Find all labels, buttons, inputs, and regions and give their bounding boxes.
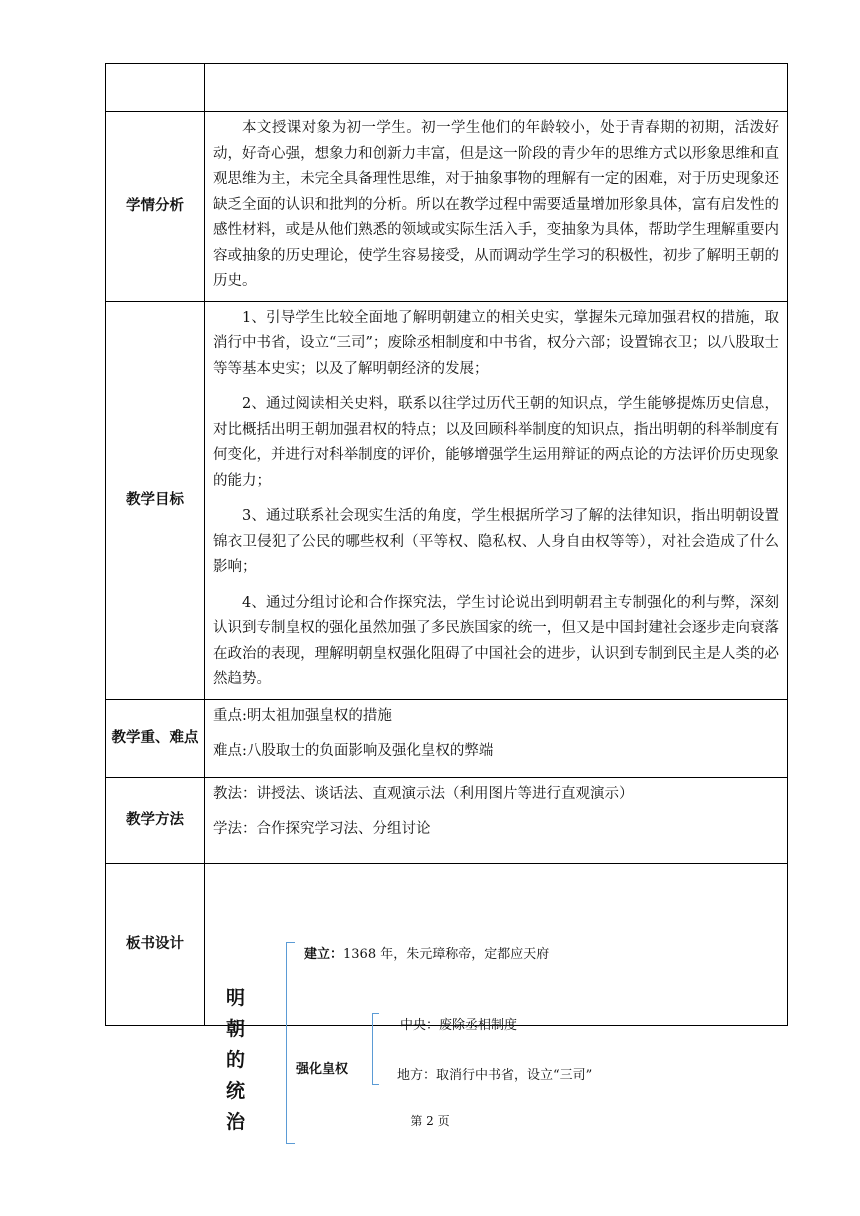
table-row-blank: [106, 64, 788, 112]
row-label-board-design: 板书设计: [106, 863, 205, 1025]
goal-item-1: 1、引导学生比较全面地了解明朝建立的相关史实，掌握朱元璋加强君权的措施，取消行中书省，设立“三司”；废除丞相制度和中书省，权分六部；设置锦衣卫；以八股取士等等基本史实；以及了解明朝经济的发展；: [213, 309, 779, 377]
board-founding: [304, 943, 549, 962]
lesson-plan-table: [105, 63, 788, 1026]
page-number: 第 2 页: [410, 1114, 450, 1128]
goal-item-2: 2、通过阅读相关史料，联系以往学过历代王朝的知识点，学生能够提炼历史信息，对比概括出明王朝加强君权的特点；以及回顾科举制度的知识点，指出明朝的科举制度有何变化，并进行对科举制度的评价，能够增强学生运用辩证的两点论的方法评价历史现象的能力；: [213, 396, 779, 489]
board-local: 地方：取消行中书省，设立“三司”: [397, 1068, 593, 1083]
goal-item-4: 4、通过分组讨论和合作探究法，学生讨论说出到明朝君主专制强化的利与弊，深刻认识到专制皇权的强化虽然加强了多民族国家的统一，但又是中国封建社会逐步走向衰落在政治的表现，理解明朝皇权强化阻碍了中国社会的进步，认识到专制到民主是人类的必然趋势。: [213, 594, 779, 687]
goal-item-3: 3、通过联系社会现实生活的角度，学生根据所学习了解的法律知识，指出明朝设置锦衣卫侵犯了公民的哪些权利（平等权、隐私权、人身自由权等等），对社会造成了什么影响；: [213, 508, 779, 575]
row-content-methods: [205, 777, 788, 863]
table-row-student-analysis: [106, 112, 788, 302]
board-founding-text: 1368 年，朱元璋称帝，定都应天府: [343, 947, 550, 962]
board-sub-bracket: [372, 1013, 379, 1085]
learning-method: 学法：合作探究学习法、分组讨论: [213, 821, 431, 837]
row-label-teaching-goals: 教学目标: [106, 301, 205, 699]
board-title-char: 统: [226, 1080, 246, 1102]
table-row-teaching-goals: [106, 301, 788, 699]
board-title-char: 的: [226, 1049, 246, 1071]
row-label-methods: 教学方法: [106, 777, 205, 863]
table-row-methods: [106, 777, 788, 863]
row-content-student-analysis: [205, 112, 788, 302]
table-row-key-points: [106, 699, 788, 777]
key-point: 重点:明太祖加强皇权的措施: [213, 707, 392, 724]
difficult-point: 难点:八股取士的负面影响及强化皇权的弊端: [213, 743, 494, 759]
board-title-char: 朝: [226, 1018, 246, 1040]
row-label-student-analysis: 学情分析: [106, 112, 205, 302]
row-label-key-points: 教学重、难点: [106, 699, 205, 777]
board-branch-label: 强化皇权: [296, 1062, 349, 1077]
teaching-method: 教法：讲授法、谈话法、直观演示法（利用图片等进行直观演示）: [213, 785, 634, 802]
row-content-key-points: [205, 699, 788, 777]
board-founding-label: 建立：: [304, 947, 344, 962]
row-label: [106, 64, 205, 112]
row-content-empty: [205, 64, 788, 112]
board-title-char: 明: [226, 987, 246, 1009]
board-central: 中央：废除丞相制度: [400, 1018, 518, 1033]
row-content-teaching-goals: [205, 301, 788, 699]
board-title-char: 治: [226, 1111, 246, 1133]
paragraph: 本文授课对象为初一学生。初一学生他们的年龄较小，处于青春期的初期，活泼好动，好奇心强，想象力和创新力丰富，但是这一阶段的青少年的思维方式以形象思维和直观思维为主，未完全具备理性思维，对于抽象事物的理解有一定的困难，对于历史现象还缺乏全面的认识和批判的分析。所以在教学过程中需要适量增加形象具体，富有启发性的感性材料，或是从他们熟悉的领域或实际生活入手，变抽象为具体，帮助学生理解重要内容或抽象的历史理论，使学生容易接受，从而调动学生学习的积极性，初步了解明王朝的历史。: [213, 120, 779, 289]
